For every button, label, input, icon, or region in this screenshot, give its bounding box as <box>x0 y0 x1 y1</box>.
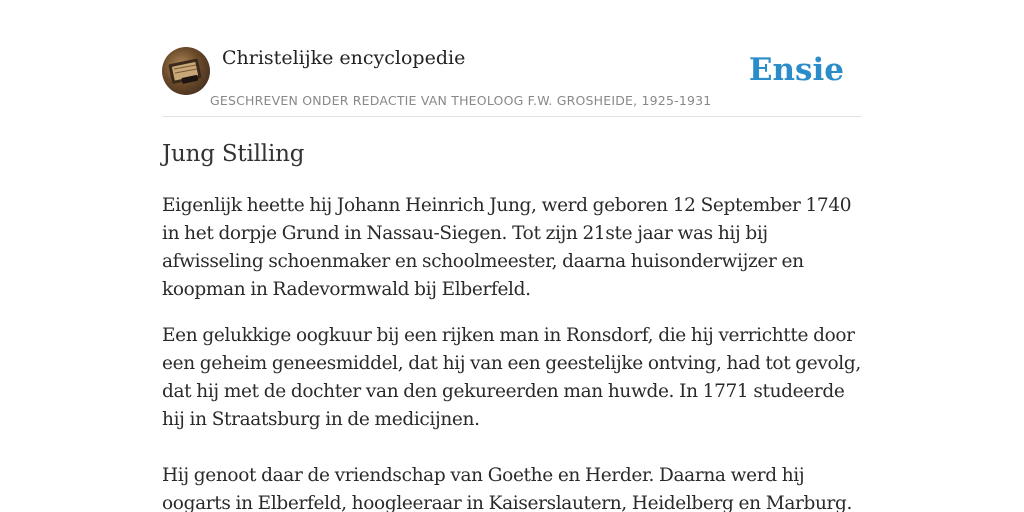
article-title: Jung Stilling <box>162 141 305 167</box>
source-avatar[interactable] <box>162 47 210 95</box>
source-title[interactable]: Christelijke encyclopedie <box>222 47 466 69</box>
book-image-icon <box>162 47 210 95</box>
source-subtitle: GESCHREVEN ONDER REDACTIE VAN THEOLOOG F.W. GROSHEIDE, 1925-1931 <box>210 93 712 108</box>
ensie-logo-link[interactable]: Ensie <box>748 52 844 88</box>
article-paragraph-3: Hij genoot daar de vriendschap van Goethe en Herder. Daarna werd hij oogarts in Elberfeld, hoogleeraar in Kaiserslautern, Heidelberg en Marburg. <box>162 465 853 512</box>
article <box>162 138 864 512</box>
article-paragraph-1: Eigenlijk heette hij Johann Heinrich Jung, werd geboren 12 September 1740 in het dorpje Grund in Nassau-Siegen. Tot zijn 21ste jaar was hij bij afwisseling schoenmaker en schoolmeester, daarna huisonderwijzer en koopman in Radevormwald bij Elberfeld. <box>162 195 852 300</box>
article-paragraph-2: Een gelukkige oogkuur bij een rijken man in Ronsdorf, die hij verrichtte door een geheim geneesmiddel, dat hij van een geestelijke ontving, had tot gevolg, dat hij met de dochter van den gekureerden man huwde. In 1771 studeerde hij in Straatsburg in de medicijnen. <box>162 325 861 430</box>
source-header <box>162 46 862 117</box>
